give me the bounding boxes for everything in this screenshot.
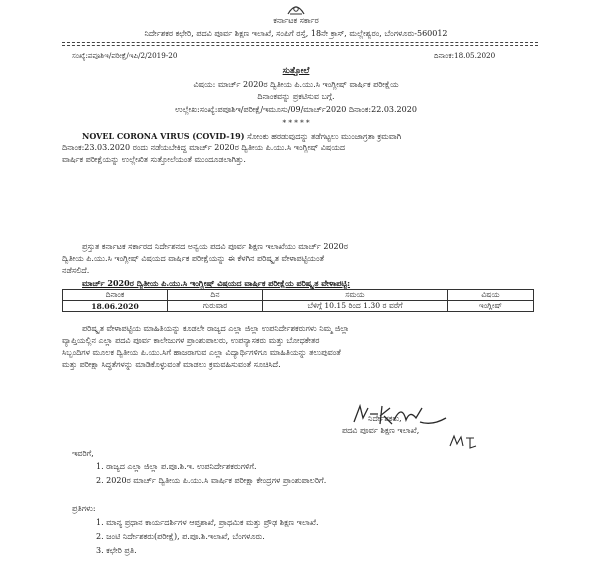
table-row bbox=[63, 301, 534, 312]
header-divider bbox=[62, 42, 538, 43]
header-divider-2 bbox=[62, 45, 538, 46]
subject-line-1: ವಿಷಯ: ಮಾರ್ಚ್ 2020ರ ದ್ವಿತೀಯ ಪಿ.ಯು.ಸಿ ಇಂಗ್ಲೀಷ್ ವಾರ್ಷಿಕ ಪರೀಕ್ಷೆಯ bbox=[193, 80, 399, 89]
circular-title: ಸುತ್ತೋಲೆ bbox=[282, 66, 310, 76]
list-item: 1. ರಾಜ್ಯದ ಎಲ್ಲಾ ಜಿಲ್ಲಾ ಪ.ಪೂ.ಶಿ.ಇ. ಉಪನಿರ್ದೇಶಕರುಗಳಿಗೆ. bbox=[96, 462, 257, 471]
covid-title: NOVEL CORONA VIRUS (COVID-19) bbox=[82, 131, 245, 141]
to-label: ಇವರಿಗೆ, bbox=[72, 449, 94, 458]
para3-line-3: ಸಿಬ್ಬಂದಿಗಳ ಮೂಲಕ ದ್ವಿತೀಯ ಪಿ.ಯು.ಸಿಗೆ ಹಾಜರಾಗುವ ಎಲ್ಲಾ ವಿದ್ಯಾರ್ಥಿಗಳಿಗೂ ಮಾಹಿತಿಯನ್ನು ತಲುಪುವಂತೆ bbox=[62, 348, 341, 357]
reference-line: ಉಲ್ಲೇಖ:ಸಂಖ್ಯೆ:ಪಪೂಶಿಇ/ಪರೀಕ್ಷೆ/ಇಮೂಸು/09/ಮಾರ್ಚ್2020 ದಿನಾಂಕ:22.03.2020 bbox=[175, 105, 417, 114]
para2-line-2: ದ್ವಿತೀಯ ಪಿ.ಯು.ಸಿ ಇಂಗ್ಲೀಷ್ ವಿಷಯದ ವಾರ್ಷಿಕ ಪರೀಕ್ಷೆಯನ್ನು ಈ ಕೆಳಗಿನ ಪರಿಷ್ಕೃತ ವೇಳಾಪಟ್ಟಿಯಂತೆ bbox=[62, 254, 325, 263]
cell-subject: ಇಂಗ್ಲೀಷ್ bbox=[448, 301, 534, 312]
col-day-header: ದಿನ bbox=[168, 290, 263, 301]
col-date-header: ದಿನಾಂಕ bbox=[63, 290, 168, 301]
state-emblem-icon bbox=[284, 2, 308, 16]
para3-line-4: ಮತ್ತು ಪರೀಕ್ಷಾ ಸಿದ್ಧತೆಗಳನ್ನು ಮಾಡಿಕೊಳ್ಳುವಂತೆ ಮಾಡಲು ಕ್ರಮವಹಿಸುವಂತೆ ಸೂಚಿಸಿದೆ. bbox=[62, 360, 281, 369]
initials-mark bbox=[448, 434, 478, 450]
schedule-header-row bbox=[63, 290, 534, 301]
para1-line-1-text: ಸೋಂಕು ಹರಡುವುದನ್ನು ತಡೆಗಟ್ಟಲು ಮುಂಜಾಗ್ರತಾ ಕ್ರಮವಾಗಿ bbox=[247, 132, 402, 141]
para1-line-1 bbox=[82, 131, 401, 142]
separator-stars: * * * * * bbox=[282, 118, 310, 127]
reference-number: ಸಂಖ್ಯೆ:ಪಪೂಶಿಇ/ಪರೀಕ್ಷೆ/ಇಪಿ/2/2019-20 bbox=[72, 51, 178, 60]
schedule-heading: ಮಾರ್ಚ್ 2020ರ ದ್ವಿತೀಯ ಪಿ.ಯು.ಸಿ ಇಂಗ್ಲೀಷ್ ವಿಷಯದ ವಾರ್ಷಿಕ ಪರೀಕ್ಷೆಯ ಪರಿಷ್ಕೃತ ವೇಳಾಪಟ್ಟಿ: bbox=[82, 278, 351, 288]
cell-date: 18.06.2020 bbox=[63, 301, 168, 312]
subject-line-2: ದಿನಾಂಕವನ್ನು ಪ್ರಕಟಿಸುವ ಬಗ್ಗೆ. bbox=[257, 92, 335, 101]
office-address: ನಿರ್ದೇಶಕರ ಕಛೇರಿ, ಪದವಿ ಪೂರ್ವ ಶಿಕ್ಷಣ ಇಲಾಖೆ, ಸಂಪಿಗೆ ರಸ್ತೆ, 18ನೇ ಕ್ರಾಸ್, ಮಲ್ಲೇಶ್ವರಂ, ಬೆಂಗಳೂರು-560012 bbox=[144, 29, 448, 38]
para1-line-3: ವಾರ್ಷಿಕ ಪರೀಕ್ಷೆಯನ್ನು ಉಲ್ಲೇಖಿತ ಸುತ್ತೋಲೆಯಂತೆ ಮುಂದೂಡಲಾಗಿತ್ತು. bbox=[62, 155, 246, 164]
signatory-department: ಪದವಿ ಪೂರ್ವ ಶಿಕ್ಷಣ ಇಲಾಖೆ, bbox=[342, 426, 420, 435]
list-item: 2. 2020ರ ಮಾರ್ಚ್ ದ್ವಿತೀಯ ಪಿ.ಯು.ಸಿ ವಾರ್ಷಿಕ ಪರೀಕ್ಷಾ ಕೇಂದ್ರಗಳ ಪ್ರಾಂಶುಪಾಲರಿಗೆ. bbox=[96, 476, 327, 485]
para2-line-3: ನಡೆಸಲಿದೆ. bbox=[62, 266, 90, 275]
schedule-table bbox=[62, 289, 534, 312]
copies-label: ಪ್ರತಿಗಳು: bbox=[72, 504, 96, 513]
para2-line-1: ಪ್ರಸ್ತುತ ಕರ್ನಾಟಕ ಸರ್ಕಾರದ ನಿರ್ದೇಶನದ ಅನ್ವಯ ಪದವಿ ಪೂರ್ವ ಶಿಕ್ಷಣ ಇಲಾಖೆಯು ಮಾರ್ಚ್ 2020ರ bbox=[82, 242, 348, 251]
list-item: 3. ಕಛೇರಿ ಪ್ರತಿ. bbox=[96, 546, 137, 555]
col-time-header: ಸಮಯ bbox=[263, 290, 448, 301]
circular-date: ದಿನಾಂಕ:18.05.2020 bbox=[434, 51, 496, 60]
para1-line-2: ದಿನಾಂಕ:23.03.2020 ರಂದು ನಡೆಯಬೇಕಿದ್ದ ಮಾರ್ಚ್ 2020ರ ದ್ವಿತೀಯ ಪಿ.ಯು.ಸಿ ಇಂಗ್ಲೀಷ್ ವಿಷಯದ bbox=[62, 143, 346, 152]
list-item: 1. ಮಾನ್ಯ ಪ್ರಧಾನ ಕಾರ್ಯದರ್ಶಿಗಳ ಆಪ್ತಶಾಖೆ, ಪ್ರಾಥಮಿಕ ಮತ್ತು ಪ್ರೌಢ ಶಿಕ್ಷಣ ಇಲಾಖೆ. bbox=[96, 518, 319, 527]
list-item: 2. ಜಂಟಿ ನಿರ್ದೇಶಕರು(ಪರೀಕ್ಷೆ), ಪ.ಪೂ.ಶಿ.ಇಲಾಖೆ, ಬೆಂಗಳೂರು. bbox=[96, 532, 265, 541]
cell-day: ಗುರುವಾರ bbox=[168, 301, 263, 312]
col-subject-header: ವಿಷಯ bbox=[448, 290, 534, 301]
signatory-designation: ನಿರ್ದೇಶಕರು, bbox=[368, 414, 402, 423]
para3-line-1: ಪರಿಷ್ಕೃತ ವೇಳಾಪಟ್ಟಿಯ ಮಾಹಿತಿಯನ್ನು ಕೂಡಲೇ ರಾಜ್ಯದ ಎಲ್ಲಾ ಜಿಲ್ಲಾ ಉಪನಿರ್ದೇಶಕರುಗಳು ನಿಮ್ಮ ಜಿಲ್ಲಾ bbox=[82, 324, 350, 333]
government-name: ಕರ್ನಾಟಕ ಸರ್ಕಾರ bbox=[273, 16, 319, 25]
para3-line-2: ವ್ಯಾಪ್ತಿಯಲ್ಲಿನ ಎಲ್ಲಾ ಪದವಿ ಪೂರ್ವ ಕಾಲೇಜುಗಳ ಪ್ರಾಂಶುಪಾಲರು, ಉಪನ್ಯಾಸಕರು ಮತ್ತು ಬೋಧಕೇತರ bbox=[62, 336, 320, 345]
cell-time: ಬೆಳಿಗ್ಗೆ 10.15 ರಿಂದ 1.30 ರ ವರೆಗೆ bbox=[263, 301, 448, 312]
